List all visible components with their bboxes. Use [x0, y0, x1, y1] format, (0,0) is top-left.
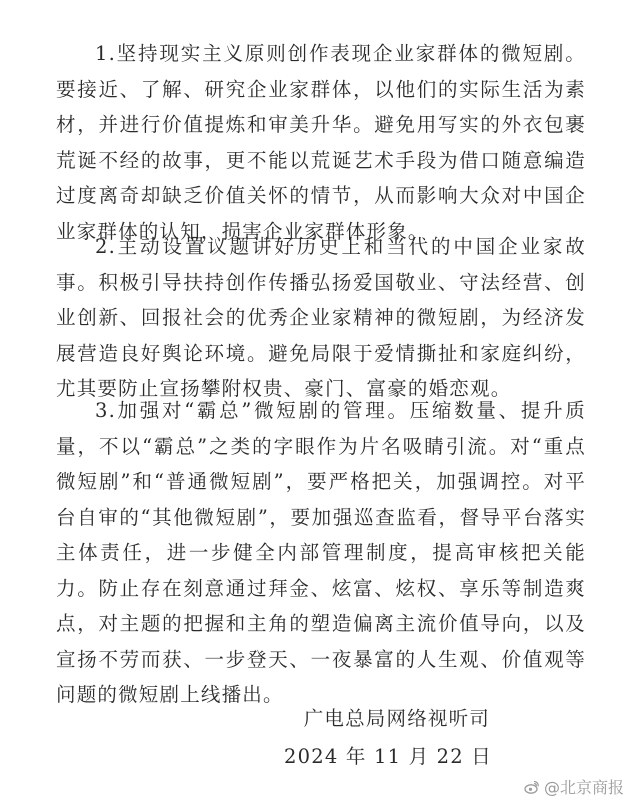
paragraph-3: 3.加强对“霸总”微短剧的管理。压缩数量、提升质量，不以“霸总”之类的字眼作为片名吸睛引流。对“重点微短剧”和“普通微短剧”，要严格把关，加强调控。对平台自审的“其他微短剧”，要加强巡查监看，督导平台落实主体责任，进一步健全内部管理制度，提高审核把关能力。防止存在刻意通过拜金、炫富、炫权、享乐等制造爽点，对主题的把握和主角的塑造偏离主流价值导向，以及宣扬不劳而获、一步登天、一夜暴富的人生观、价值观等问题的微短剧上线播出。: [56, 399, 586, 706]
signature-organization: 广电总局网络视听司: [303, 707, 490, 730]
signature-date: 2024 年 11 月 22 日: [284, 745, 492, 768]
watermark-text: @北京商报: [543, 778, 624, 797]
watermark: [524, 775, 624, 798]
weibo-logo-icon: [524, 779, 540, 795]
paragraph-2: 2.主动设置议题讲好历史上和当代的中国企业家故事。积极引导扶持创作传播弘扬爱国敬业、守法经营、创业创新、回报社会的优秀企业家精神的微短剧，为经济发展营造良好舆论环境。避免局限于爱情撕扯和家庭纠纷，尤其要防止宣扬攀附权贵、豪门、富豪的婚恋观。: [56, 235, 586, 400]
paragraph-1: 1.坚持现实主义原则创作表现企业家群体的微短剧。要接近、了解、研究企业家群体，以他们的实际生活为素材，并进行价值提炼和审美升华。避免用写实的外衣包裹荒诞不经的故事，更不能以荒诞艺术手段为借口随意编造过度离奇却缺乏价值关怀的情节，从而影响大众对中国企业家群体的认知，损害企业家群体形象。: [56, 42, 586, 243]
